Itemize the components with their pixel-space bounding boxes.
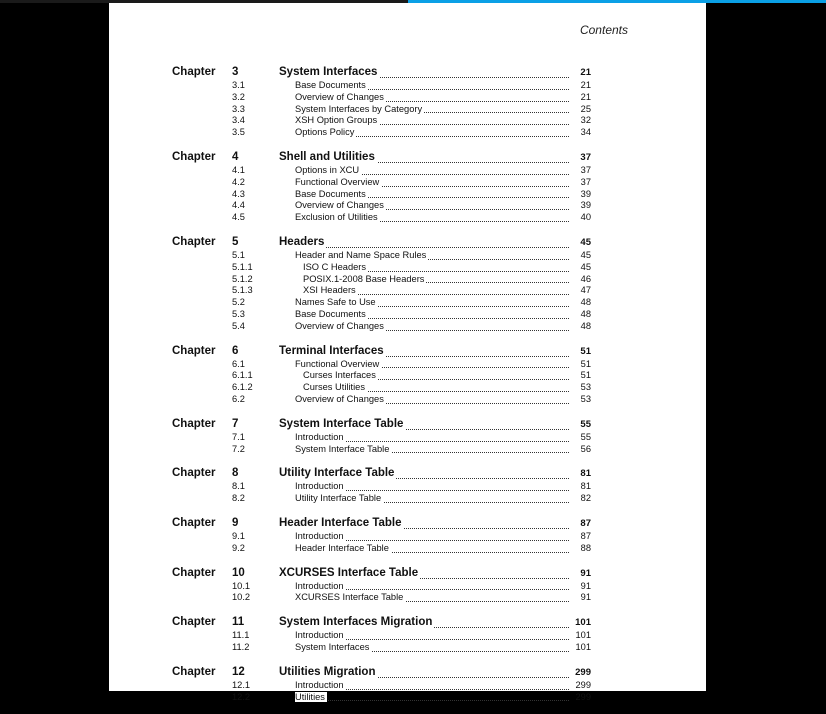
section-page-number: 299 xyxy=(575,679,591,690)
section-title: Introduction xyxy=(295,581,569,593)
section-title: System Interfaces xyxy=(295,642,569,654)
section-page-number: 46 xyxy=(580,273,591,284)
chapter-title: System Interfaces xyxy=(279,65,569,80)
section-page-number: 91 xyxy=(580,580,591,591)
chapter-page-number: 299 xyxy=(575,666,591,678)
section-title: Overview of Changes xyxy=(295,394,569,406)
chapter-label: Chapter xyxy=(172,344,216,357)
section-title: POSIX.1-2008 Base Headers xyxy=(303,274,569,286)
section-title: Base Documents xyxy=(295,309,569,321)
section-page-number: 45 xyxy=(580,261,591,272)
chapter-title: Terminal Interfaces xyxy=(279,344,569,359)
toc-chapter xyxy=(109,344,706,406)
chapter-number: 3 xyxy=(232,66,239,78)
section-page-number: 21 xyxy=(580,80,591,90)
toc-section-row[interactable] xyxy=(109,493,706,505)
toc-section-row[interactable] xyxy=(109,127,706,139)
section-number: 6.1.2 xyxy=(232,382,253,393)
section-title: Overview of Changes xyxy=(295,321,569,333)
chapter-page-number: 45 xyxy=(580,236,591,248)
chapter-page-number: 21 xyxy=(580,67,591,78)
section-number: 5.1.3 xyxy=(232,285,253,296)
toc-section-row[interactable] xyxy=(109,80,706,92)
section-number: 4.1 xyxy=(232,164,245,175)
section-title: Curses Interfaces xyxy=(303,370,569,382)
chapter-title: XCURSES Interface Table xyxy=(279,566,569,581)
toc-chapter xyxy=(109,65,706,139)
section-title: Overview of Changes xyxy=(295,200,569,212)
section-number: 11.1 xyxy=(232,630,250,641)
toc-section-row[interactable] xyxy=(109,321,706,333)
toc-chapter-row[interactable] xyxy=(109,615,706,630)
section-number: 4.5 xyxy=(232,212,245,223)
toc-section-row[interactable] xyxy=(109,543,706,555)
toc-chapter-row[interactable] xyxy=(109,516,706,531)
chapter-page-number: 51 xyxy=(580,345,591,357)
chapter-title: Utility Interface Table xyxy=(279,466,569,481)
chapter-title: Header Interface Table xyxy=(279,516,569,531)
toc-section-row[interactable] xyxy=(109,200,706,212)
chapter-label: Chapter xyxy=(172,417,216,430)
section-number: 4.4 xyxy=(232,200,245,211)
section-title: Overview of Changes xyxy=(295,92,569,104)
section-number: 4.2 xyxy=(232,176,245,187)
section-title: Curses Utilities xyxy=(303,382,569,394)
toc-chapter-row[interactable] xyxy=(109,65,706,80)
section-number: 8.1 xyxy=(232,481,245,492)
toc-section-row[interactable] xyxy=(109,432,706,444)
chapter-label: Chapter xyxy=(172,467,216,480)
section-number: 3.5 xyxy=(232,127,245,138)
toc-section-row[interactable] xyxy=(109,642,706,654)
section-page-number: 53 xyxy=(580,382,591,393)
toc-section-row[interactable] xyxy=(109,444,706,456)
section-number: 7.2 xyxy=(232,443,245,454)
section-page-number: 37 xyxy=(580,176,591,187)
toc-chapter xyxy=(109,150,706,224)
section-number: 12.2 xyxy=(232,691,251,702)
section-number: 5.1.1 xyxy=(232,261,253,272)
chapter-number: 8 xyxy=(232,467,239,480)
toc-chapter-row[interactable] xyxy=(109,466,706,481)
section-title: Utilities xyxy=(295,692,569,704)
section-number: 5.1 xyxy=(232,249,245,260)
section-page-number: 55 xyxy=(580,431,591,442)
section-number: 3.2 xyxy=(232,91,245,102)
section-title: ISO C Headers xyxy=(303,262,569,274)
section-number: 10.2 xyxy=(232,592,251,603)
toc-section-row[interactable] xyxy=(109,212,706,224)
running-head: Contents xyxy=(579,23,628,37)
section-title: Introduction xyxy=(295,531,569,543)
chapter-page-number: 87 xyxy=(580,517,591,529)
chapter-number: 9 xyxy=(232,516,239,529)
section-page-number: 82 xyxy=(580,493,591,504)
section-title: Functional Overview xyxy=(295,359,569,371)
toc-chapter xyxy=(109,615,706,654)
section-number: 6.1.1 xyxy=(232,370,253,381)
toc-chapter-row[interactable] xyxy=(109,344,706,359)
toc-chapter xyxy=(109,235,706,333)
section-title: Utility Interface Table xyxy=(295,493,569,505)
section-title: Options Policy xyxy=(295,127,569,139)
toc-section-row[interactable] xyxy=(109,189,706,201)
section-number: 4.3 xyxy=(232,188,245,199)
document-page xyxy=(109,3,706,702)
toc-section-row[interactable] xyxy=(109,692,706,704)
chapter-page-number: 37 xyxy=(580,151,591,163)
chapter-label: Chapter xyxy=(172,665,216,678)
chapter-page-number: 91 xyxy=(580,567,591,579)
chapter-number: 6 xyxy=(232,344,239,357)
chapter-page-number: 55 xyxy=(580,418,591,430)
chapter-number: 5 xyxy=(232,235,239,248)
section-number: 6.2 xyxy=(232,393,245,404)
section-number: 3.1 xyxy=(232,80,245,90)
toc-section-row[interactable] xyxy=(109,297,706,309)
section-number: 5.2 xyxy=(232,297,245,308)
chapter-label: Chapter xyxy=(172,566,216,579)
section-page-number: 48 xyxy=(580,308,591,319)
toc-section-row[interactable] xyxy=(109,177,706,189)
chapter-title: Headers xyxy=(279,235,569,250)
section-number: 9.1 xyxy=(232,530,245,541)
section-title: Introduction xyxy=(295,432,569,444)
toc-section-row[interactable] xyxy=(109,274,706,286)
section-title: Options in XCU xyxy=(295,165,569,177)
section-title: Introduction xyxy=(295,680,569,692)
chapter-number: 10 xyxy=(232,566,245,579)
section-page-number: 87 xyxy=(580,530,591,541)
section-number: 10.1 xyxy=(232,580,251,591)
toc-section-row[interactable] xyxy=(109,165,706,177)
toc-section-row[interactable] xyxy=(109,359,706,371)
section-page-number: 47 xyxy=(580,285,591,296)
section-page-number: 39 xyxy=(580,188,591,199)
toc-section-row[interactable] xyxy=(109,394,706,406)
chapter-number: 11 xyxy=(232,616,245,629)
section-page-number: 21 xyxy=(580,91,591,102)
chapter-label: Chapter xyxy=(172,66,216,78)
section-page-number: 299 xyxy=(575,691,591,702)
section-title: Functional Overview xyxy=(295,177,569,189)
toc-section-row[interactable] xyxy=(109,630,706,642)
section-title: Names Safe to Use xyxy=(295,297,569,309)
toc-section-row[interactable] xyxy=(109,115,706,127)
section-title: Base Documents xyxy=(295,189,569,201)
section-page-number: 34 xyxy=(580,127,591,138)
table-of-contents xyxy=(109,65,706,714)
section-page-number: 45 xyxy=(580,249,591,260)
toc-section-row[interactable] xyxy=(109,250,706,262)
chapter-label: Chapter xyxy=(172,150,216,163)
toc-chapter-row[interactable] xyxy=(109,417,706,432)
toc-chapter xyxy=(109,516,706,555)
chapter-title: Shell and Utilities xyxy=(279,150,569,165)
chapter-number: 4 xyxy=(232,150,239,163)
toc-section-row[interactable] xyxy=(109,680,706,692)
section-number: 3.4 xyxy=(232,115,245,126)
section-page-number: 39 xyxy=(580,200,591,211)
toc-chapter-row[interactable] xyxy=(109,665,706,680)
chapter-label: Chapter xyxy=(172,616,216,629)
section-number: 12.1 xyxy=(232,679,251,690)
toc-section-row[interactable] xyxy=(109,531,706,543)
section-page-number: 37 xyxy=(580,164,591,175)
section-title: Exclusion of Utilities xyxy=(295,212,569,224)
toc-chapter-row[interactable] xyxy=(109,235,706,250)
section-number: 5.4 xyxy=(232,320,245,331)
toc-section-row[interactable] xyxy=(109,262,706,274)
toc-chapter xyxy=(109,566,706,605)
section-title: Introduction xyxy=(295,481,569,493)
toc-section-row[interactable] xyxy=(109,285,706,297)
section-page-number: 32 xyxy=(580,115,591,126)
section-title: Header Interface Table xyxy=(295,543,569,555)
chapter-label: Chapter xyxy=(172,516,216,529)
section-page-number: 51 xyxy=(580,358,591,369)
chapter-number: 7 xyxy=(232,417,239,430)
toc-section-row[interactable] xyxy=(109,104,706,116)
toc-section-row[interactable] xyxy=(109,92,706,104)
section-page-number: 81 xyxy=(580,481,591,492)
chapter-title: System Interfaces Migration xyxy=(279,615,569,630)
section-title: Header and Name Space Rules xyxy=(295,250,569,262)
section-page-number: 88 xyxy=(580,542,591,553)
toc-chapter-row[interactable] xyxy=(109,150,706,165)
section-page-number: 25 xyxy=(580,103,591,114)
chapter-title: System Interface Table xyxy=(279,417,569,432)
toc-chapter xyxy=(109,417,706,456)
section-page-number: 56 xyxy=(580,443,591,454)
toc-section-row[interactable] xyxy=(109,382,706,394)
toc-chapter xyxy=(109,665,706,704)
section-title: Base Documents xyxy=(295,80,569,92)
section-page-number: 51 xyxy=(580,370,591,381)
section-page-number: 40 xyxy=(580,212,591,223)
section-title: System Interface Table xyxy=(295,444,569,456)
section-page-number: 101 xyxy=(575,630,591,641)
toc-section-row[interactable] xyxy=(109,481,706,493)
section-title: XSH Option Groups xyxy=(295,115,569,127)
chapter-title: Utilities Migration xyxy=(279,665,569,680)
chapter-label: Chapter xyxy=(172,235,216,248)
section-title: XSI Headers xyxy=(303,285,569,297)
section-number: 3.3 xyxy=(232,103,245,114)
toc-section-row[interactable] xyxy=(109,309,706,321)
section-number: 7.1 xyxy=(232,431,245,442)
toc-chapter-row[interactable] xyxy=(109,566,706,581)
section-title: System Interfaces by Category xyxy=(295,104,569,116)
chapter-page-number: 81 xyxy=(580,468,591,480)
section-number: 5.1.2 xyxy=(232,273,253,284)
toc-section-row[interactable] xyxy=(109,370,706,382)
section-number: 9.2 xyxy=(232,542,245,553)
section-number: 11.2 xyxy=(232,641,250,652)
section-number: 6.1 xyxy=(232,358,245,369)
chapter-page-number: 101 xyxy=(575,617,591,629)
section-title: XCURSES Interface Table xyxy=(295,592,569,604)
section-title: Introduction xyxy=(295,630,569,642)
section-page-number: 101 xyxy=(575,641,591,652)
toc-section-row[interactable] xyxy=(109,581,706,593)
section-page-number: 91 xyxy=(580,592,591,603)
section-page-number: 53 xyxy=(580,393,591,404)
chapter-number: 12 xyxy=(232,665,245,678)
section-page-number: 48 xyxy=(580,320,591,331)
section-number: 8.2 xyxy=(232,493,245,504)
toc-chapter xyxy=(109,466,706,505)
section-number: 5.3 xyxy=(232,308,245,319)
toc-section-row[interactable] xyxy=(109,592,706,604)
section-page-number: 48 xyxy=(580,297,591,308)
